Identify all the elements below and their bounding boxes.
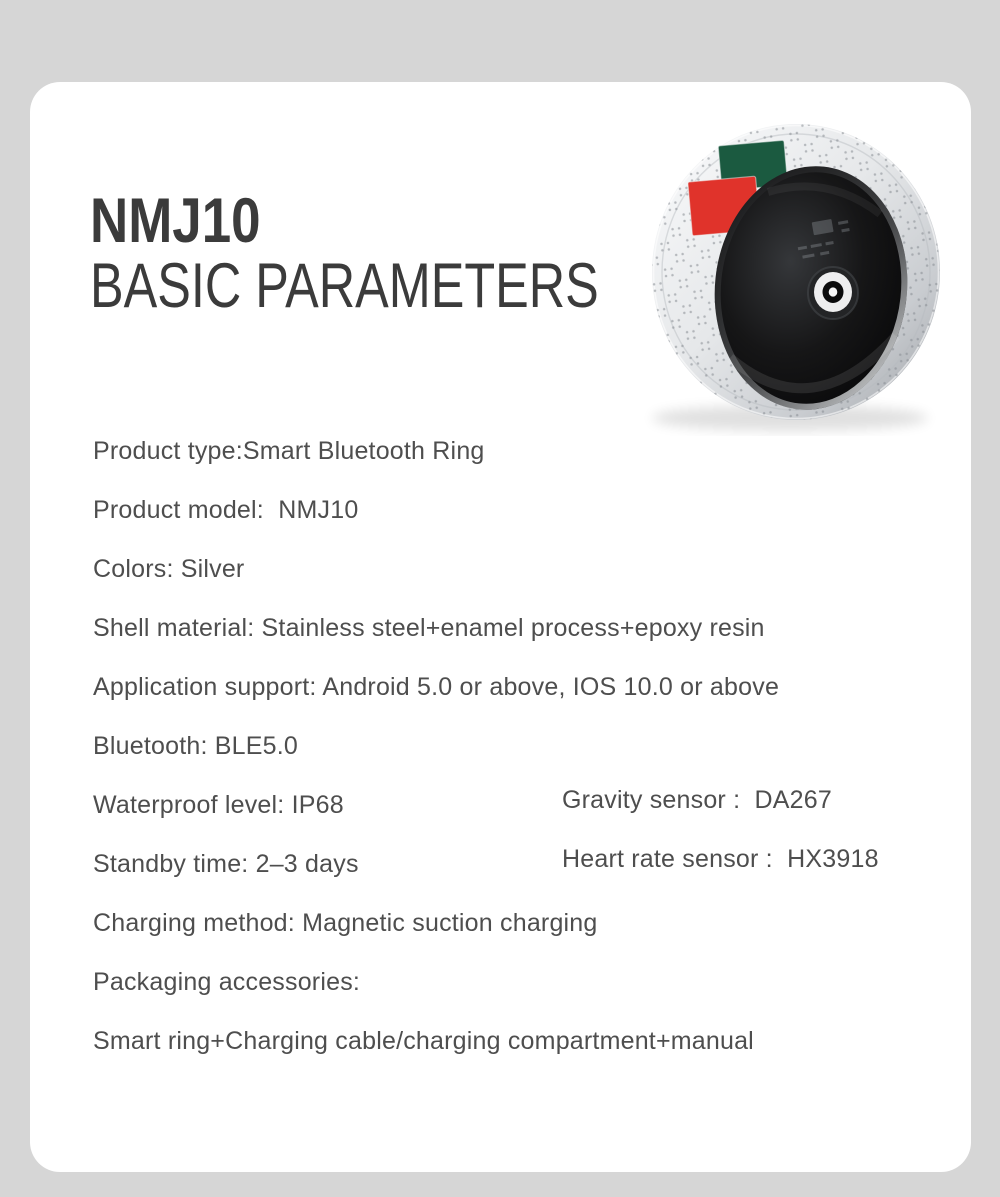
spec-row-waterproof-gravity [93,776,923,835]
product-card [30,82,971,1172]
spec-row-package-contents [93,1012,923,1071]
spec-text: Packaging accessories: [93,968,361,996]
spec-row-bluetooth [93,717,923,776]
product-model-title: NMJ10 [90,186,261,256]
spec-row-charging-method [93,894,923,953]
spec-list [93,422,923,1071]
spec-row-product-model [93,481,923,540]
spec-text: Shell material: Stainless steel+enamel process+epoxy resin [93,614,765,642]
spec-row-standby-heartrate [93,835,923,894]
spec-text-right: Heart rate sensor : HX3918 [562,845,879,873]
spec-text: Product model: NMJ10 [93,496,359,524]
spec-text: Standby time: 2–3 days [93,850,359,878]
spec-text: Product type:Smart Bluetooth Ring [93,437,485,465]
spec-row-colors [93,540,923,599]
spec-text-right: Gravity sensor : DA267 [562,786,832,814]
spec-text: Colors: Silver [93,555,245,583]
spec-text: Charging method: Magnetic suction charging [93,909,598,937]
product-ring-image [618,96,954,436]
page-title: BASIC PARAMETERS [90,251,599,321]
spec-row-application-support [93,658,923,717]
spec-text: Bluetooth: BLE5.0 [93,732,298,760]
ring-sensor [808,267,858,319]
spec-row-packaging-accessories [93,953,923,1012]
spec-row-product-type [93,422,923,481]
spec-text: Application support: Android 5.0 or above, IOS 10.0 or above [93,673,780,701]
spec-text: Smart ring+Charging cable/charging compartment+manual [93,1027,754,1055]
ring-illustration [618,96,954,436]
spec-text: Waterproof level: IP68 [93,791,344,819]
spec-row-shell-material [93,599,923,658]
